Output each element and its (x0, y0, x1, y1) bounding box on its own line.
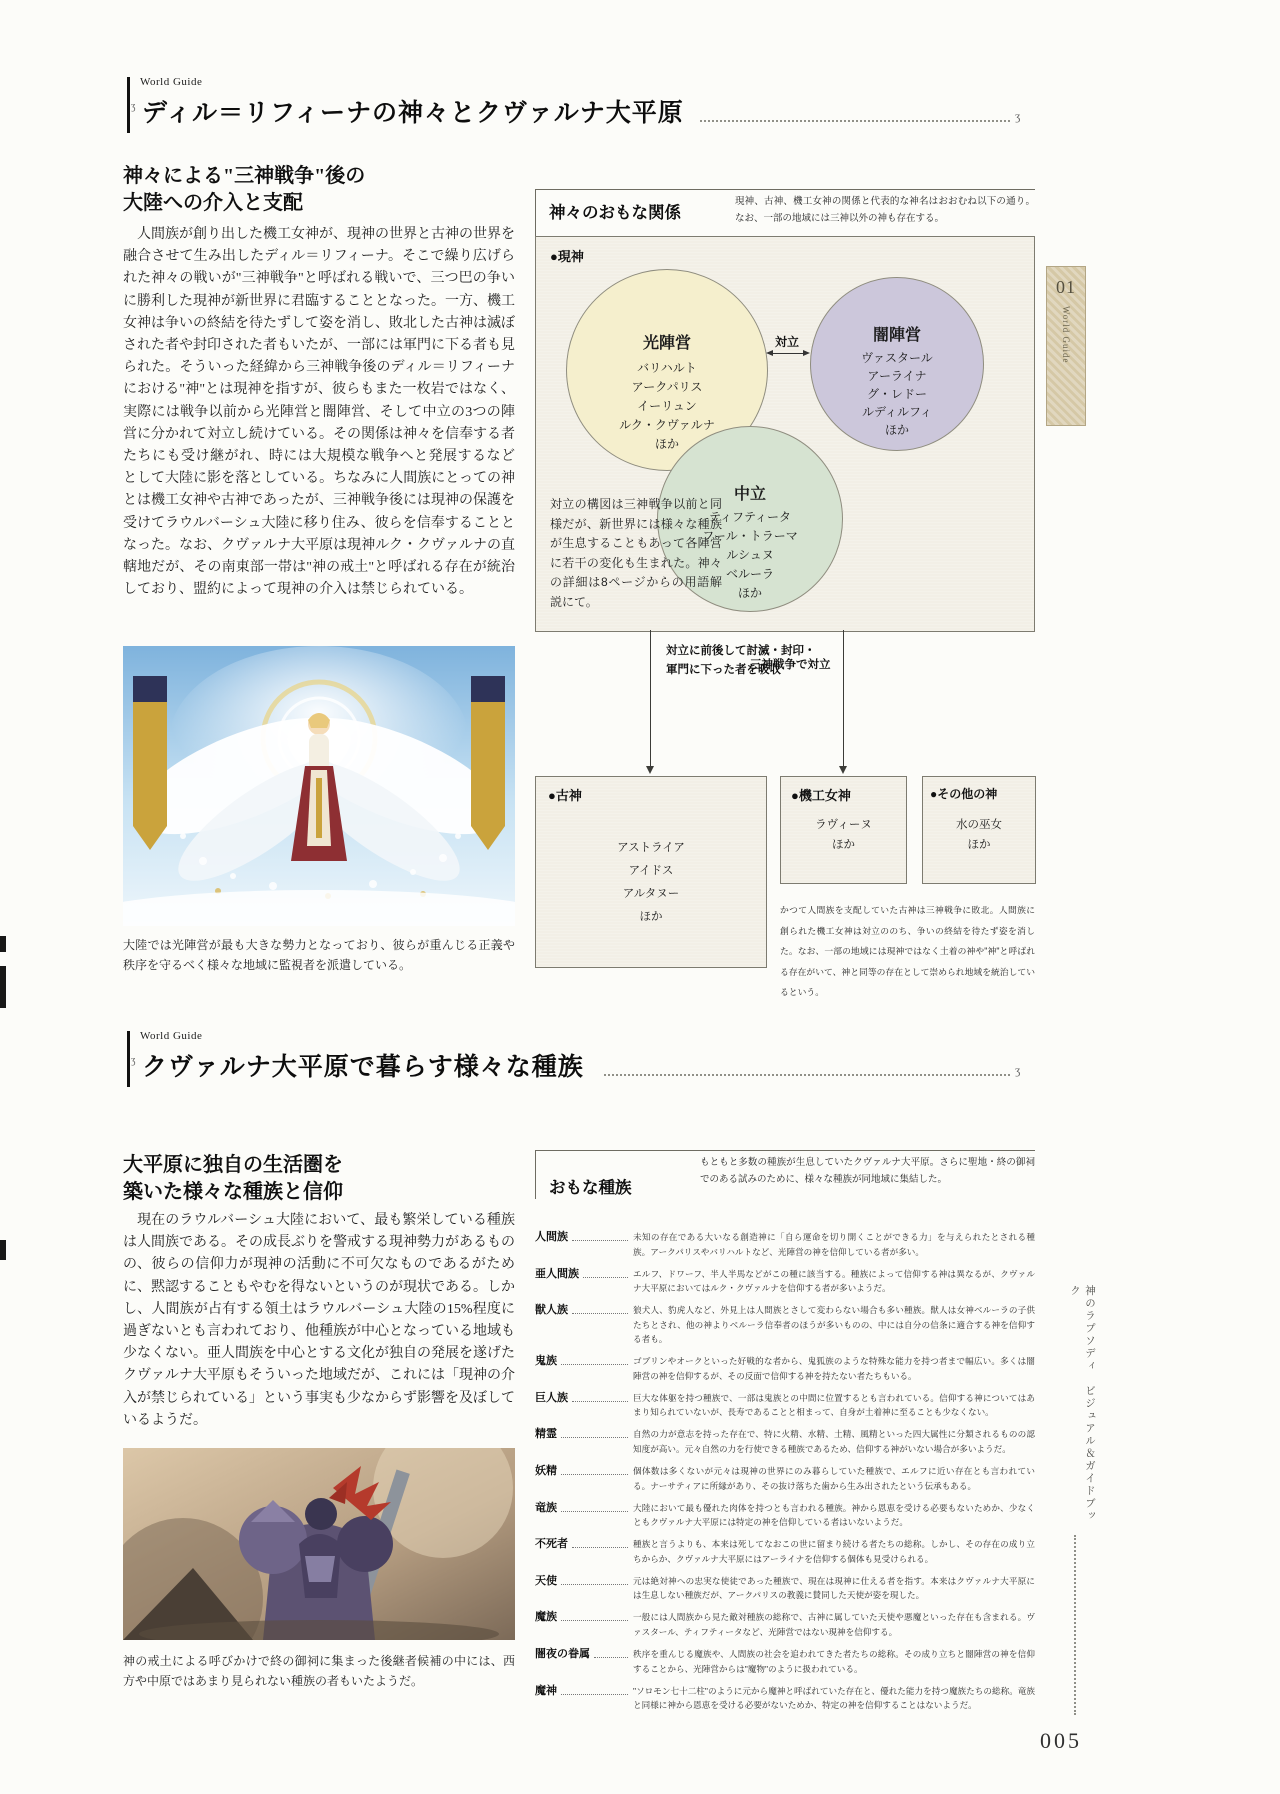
race-desc: 元は絶対神への忠実な使徒であった種族で、現在は現神に仕える者を指す。本来はクヴァルナ大平原には生息しない種族だが、アークパリスの教義に賛同した天使が姿を現した。 (633, 1575, 1035, 1601)
dark-member: グ・レドー (866, 387, 927, 401)
section1-illustration-caption: 大陸では光陣営が最も大きな勢力となっており、彼らが重んじる正義や秩序を守るべく様々な地域に監視者を派遣している。 (123, 938, 515, 972)
dark-faction-circle (810, 277, 984, 451)
leader-dots (572, 1391, 628, 1402)
diagram-note: 対立の構図は三神戦争以前と同様だが、新世界には様々な種族が生息することもあって各陣営に若干の変化も生まれた。神々の詳細は8ページからの用語解説にて。 (550, 497, 722, 609)
race-name: 獣人族 (535, 1304, 568, 1317)
race-name: 妖精 (535, 1465, 557, 1478)
race-row (535, 1574, 1035, 1603)
leader-dots (561, 1684, 628, 1695)
leader-dots (561, 1354, 628, 1365)
illustration-successor-art (123, 1448, 515, 1640)
other-gods-member: ほか (967, 839, 991, 851)
race-table-heading: おもな種族 (549, 1179, 632, 1197)
chapter-number: 01 (1056, 277, 1076, 297)
section2-header-bar (127, 1031, 130, 1087)
connector2-label: 三神戦争で対立 (750, 659, 831, 671)
warrior-artwork (123, 1448, 515, 1640)
section2-title-rule (604, 1073, 1010, 1076)
race-name: 天使 (535, 1574, 557, 1587)
dark-faction-name: 闇陣営 (872, 327, 921, 344)
dark-member: アーライナ (867, 369, 927, 383)
neutral-member: ベルーラ (725, 567, 774, 581)
section2-eyebrow: World Guide (140, 1030, 203, 1042)
race-desc: 巨大な体躯を持つ種族で、一部は鬼族との中間に位置するとも言われている。信仰する神についてはあまり知られていないが、長寿であることと相まって、自身が土着神に至ることも少なくない。 (633, 1392, 1035, 1418)
race-desc: 一般には人間族から見た敵対種族の総称で、古神に属していた天使や悪魔といった存在も含まれる。ヴァスタール、ティフティータなど、光陣営ではない現神を信仰する。 (633, 1612, 1035, 1637)
light-member: バリハルト (637, 361, 697, 375)
spine-dotted-rule (1074, 1535, 1077, 1715)
section2-subheading-line1: 大平原に独自の生活圏を (123, 1154, 343, 1176)
section1-right-ornament: ʒ (1015, 109, 1021, 123)
race-row (535, 1267, 1035, 1296)
old-gods-member: ほか (639, 911, 663, 923)
race-desc: 未知の存在である大いなる創造神に「自ら運命を切り開くことができる力」を与えられたとされる種族。アークパリスやバリハルトなど、光陣営の神を信仰している者が多い。 (633, 1232, 1035, 1257)
dark-member: ルディルフィ (861, 405, 933, 419)
leader-dots (561, 1574, 628, 1585)
versus-label: 対立 (774, 335, 799, 349)
print-edge-mark (0, 966, 6, 1008)
neutral-faction-name: 中立 (733, 486, 766, 503)
section1-subheading-line1: 神々による"三神戦争"後の (123, 165, 366, 187)
section2-subheading-line2: 築いた様々な種族と信仰 (123, 1181, 343, 1203)
old-gods-box (535, 776, 767, 968)
section1-subheading (123, 163, 515, 217)
other-gods-box (922, 776, 1036, 884)
section2-illustration-caption: 神の戒土による呼びかけで終の御祠に集まった後継者候補の中には、西方や中原ではあまり見られない種族の者もいたようだ。 (123, 1654, 515, 1688)
race-name: 亜人間族 (535, 1267, 579, 1280)
race-desc: 自然の力が意志を持った存在で、特に火精、水精、土精、風精といった四大属性に分類されるものの認知度が高い。元々自然の力を行使できる種族であるため、信仰する神がいない場合が多いようだ。 (633, 1429, 1035, 1454)
chapter-side-tab (1046, 266, 1086, 426)
neutral-member: ルシュヌ (726, 548, 774, 562)
old-gods-member: アルタヌー (622, 888, 680, 900)
leader-dots (572, 1303, 628, 1314)
connector1-label-line2: 軍門に下った者を吸収 (666, 664, 781, 676)
race-row (535, 1391, 1035, 1420)
race-desc: エルフ、ドワーフ、半人半馬などがこの種に該当する。種族によって信仰する神は異なるが、クヴァルナ大平原においてはルク・クヴァルナを信仰する者が多いようだ。 (633, 1268, 1035, 1294)
diagram-heading: 神々のおもな関係 (549, 204, 681, 222)
race-desc: 狼犬人、豹虎人など、外見上は人間族とさして変わらない場合も多い種族。獣人は女神ベルーラの子供たちとされ、他の神よりベルーラ信奉者のほうが多いものの、中には自分の信条に適合する神を信仰する者も。 (633, 1305, 1035, 1345)
arrow-right-head (803, 350, 810, 356)
leader-dots (561, 1610, 628, 1621)
race-row (535, 1427, 1035, 1456)
neutral-member: ティフティータ (708, 510, 792, 524)
section1-left-ornament: ʒ (131, 101, 136, 112)
arrow-line (773, 353, 803, 354)
race-row (535, 1647, 1035, 1676)
old-gods-member: アイドス (628, 865, 674, 877)
section2-title: クヴァルナ大平原で暮らす様々な種族 (142, 1054, 584, 1081)
leader-dots (594, 1647, 628, 1658)
section2-left-ornament: ʒ (131, 1055, 136, 1066)
diagram-footnote: かつて人間族を支配していた古神は三神戦争に敗北。人間族に創られた機工女神は対立ののち、争いの終結を待たず姿を消した。なお、一部の地域には現神ではなく土着の神や"神"と呼ばれる存在がいて、神と同等の存在として崇められ地域を統治しているという。 (780, 905, 1035, 997)
dark-member: ほか (884, 423, 909, 437)
other-gods-label: ●その他の神 (930, 787, 998, 801)
section1-subheading-line2: 大陸への介入と支配 (123, 192, 303, 214)
section1-header-bar (127, 77, 130, 133)
light-member: ルク・クヴァルナ (619, 418, 715, 432)
connector-to-old-gods (650, 630, 651, 766)
versus-arrow (766, 349, 810, 357)
race-row (535, 1303, 1035, 1347)
race-row (535, 1610, 1035, 1639)
old-gods-member: アストライア (617, 842, 685, 854)
race-name: 人間族 (535, 1231, 568, 1243)
section2-subheading (123, 1152, 515, 1206)
race-row (535, 1684, 1035, 1713)
machine-goddess-box (780, 776, 907, 884)
race-row (535, 1230, 1035, 1259)
diagram-intro: 現神、古神、機工女神の関係と代表的な神名はおおむね以下の通り。なお、一部の地域には三神以外の神も存在する。 (735, 196, 1035, 224)
race-name: 魔族 (535, 1611, 557, 1624)
current-gods-label: ●現神 (550, 249, 584, 264)
machine-goddess-member: ラヴィーヌ (815, 819, 872, 831)
chapter-label: World Guide (1061, 306, 1071, 364)
section1-title: ディル＝リフィーナの神々とクヴァルナ大平原 (142, 100, 684, 127)
section1-eyebrow: World Guide (140, 76, 203, 88)
arrow-left-head (766, 350, 773, 356)
machine-goddess-member: ほか (832, 839, 855, 851)
race-table-intro: もともと多数の種族が生息していたクヴァルナ大平原。さらに聖地・終の御祠でのある試みのために、様々な種族が同地域に集結した。 (700, 1157, 1035, 1185)
race-desc: 大陸において最も優れた肉体を持つとも言われる種族。神から恩恵を受ける必要もないためか、少なくともクヴァルナ大平原には特定の神を信仰している者はいないようだ。 (633, 1502, 1035, 1528)
old-gods-label: ●古神 (548, 788, 582, 803)
race-name: 巨人族 (535, 1391, 568, 1404)
section1-body: 人間族が創り出した機工女神が、現神の世界と古神の世界を融合させて生み出したディル＝リフィーナ。そこで繰り広げられた神々の戦いが"三神戦争"と呼ばれる戦いで、三つ巴の争いに勝利した現神が新世界に君臨することとなった。一方、機工女神は争いの終結を待たずして姿を消し、敗北した古神は滅ぼされた者や封印された者もいたが、一部には軍門に下る者も見られた。そういった経緯から三神戦争後のディル＝リフィーナにおける"神"とは現神を指すが、彼らもまた一枚岩ではなく、実際には戦争以前から光陣営と闇陣営、そして中立の3つの陣営に分かれて対立し続けている。その関係は神々を信奉する者たちにも受け継がれ、時には大規模な戦争へと発展するなどとして大陸に影を落としている。ちなみに人間族にとっての神とは機工女神や古神であったが、三神戦争後には現神の保護を受けてラウルバーシュ大陸に移り住み、彼らを信奉することとなった。なお、クヴァルナ大平原は現神ルク・クヴァルナの直轄地だが、その南東部一帯は"神の戒土"と呼ばれる存在が統治しており、盟約によって現神の介入は禁じられている。 (123, 227, 515, 598)
race-name: 魔神 (535, 1684, 557, 1697)
connector1-label-line1: 対立に前後して討滅・封印・ (666, 645, 816, 657)
machine-goddess-label: ●機工女神 (791, 788, 851, 803)
book-spine-title: 神のラプソディ ビジュアル＆ガイドブック (1069, 1285, 1096, 1523)
race-row (535, 1354, 1035, 1383)
race-row (535, 1537, 1035, 1566)
section2-right-ornament: ʒ (1015, 1063, 1021, 1077)
race-desc: 種族と言うよりも、本来は死してなおこの世に留まり続ける者たちの総称。しかし、その存在の成り立ちからか、クヴァルナ大平原にはアーライナを信仰する個体も見受けられる。 (633, 1539, 1035, 1564)
leader-dots (561, 1501, 628, 1512)
race-desc: 秩序を重んじる魔族や、人間族の社会を追われてきた者たちの総称。その成り立ちと闇陣営の神を信仰することから、光陣営からは"魔物"のように扱われている。 (633, 1649, 1035, 1674)
connector-to-machine-goddess (843, 630, 844, 766)
print-edge-mark (0, 1240, 6, 1260)
light-member: アークパリス (631, 380, 703, 394)
connector-old-gods-arrowhead (646, 766, 654, 774)
leader-dots (572, 1230, 628, 1241)
page-number: 005 (1040, 1728, 1082, 1753)
race-table (535, 1230, 1035, 1720)
race-name: 精霊 (535, 1428, 557, 1441)
race-desc: "ソロモン七十二柱"のように元から魔神と呼ばれていた存在と、優れた能力を持つ魔族たちの総称。竜族と同様に神から恩恵を受ける必要がないためか、特定の神を信仰することはないようだ。 (633, 1685, 1035, 1711)
angel-artwork (123, 646, 515, 926)
illustration-light-faction-art (123, 646, 515, 926)
race-name: 不死者 (535, 1538, 568, 1551)
race-row (535, 1464, 1035, 1493)
dark-member: ヴァスタール (861, 351, 933, 365)
print-edge-mark (0, 936, 6, 952)
leader-dots (561, 1427, 628, 1438)
race-row (535, 1501, 1035, 1530)
neutral-member: ほか (737, 586, 762, 600)
other-gods-member: 水の巫女 (956, 819, 1002, 831)
race-desc: ゴブリンやオークといった好戦的な者から、鬼狐族のような特殊な能力を持つ者まで幅広い。多くは闇陣営の神を信仰するが、その反面で信仰する神を持たない者たちもいる。 (633, 1356, 1035, 1381)
diagram-current-gods-box (535, 236, 1035, 632)
leader-dots (583, 1267, 628, 1278)
race-name: 闇夜の眷属 (535, 1648, 590, 1661)
leader-dots (572, 1537, 628, 1548)
section1-title-rule (700, 119, 1010, 122)
race-desc: 個体数は多くないが元々は現神の世界にのみ暮らしていた種族で、エルフに近い存在とも言われている。ナーサティアに所縁があり、その抜け落ちた歯から生み出されたという伝承もある。 (633, 1466, 1035, 1491)
leader-dots (561, 1464, 628, 1475)
light-member: ほか (654, 437, 679, 451)
light-member: イーリュン (637, 399, 697, 413)
light-faction-name: 光陣営 (642, 335, 691, 352)
neutral-member: フール・トラーマ (702, 529, 798, 543)
race-name: 鬼族 (535, 1355, 557, 1368)
race-name: 竜族 (535, 1501, 557, 1514)
connector-machine-goddess-arrowhead (839, 766, 847, 774)
section2-body: 現在のラウルバーシュ大陸において、最も繁栄している種族は人間族である。その成長ぶりを警戒する現神勢力があるものの、彼らの信仰力が現神の活動に不可欠なものであるがために、黙認することもやむを得ないというのが現状である。しかし、人間族が占有する領土はラウルバーシュ大陸の15%程度に過ぎないとも言われており、他種族が中心となっている地域も少なくない。亜人間族を中心とする文化が独自の発展を遂げたクヴァルナ大平原もそういった地域だが、これには「現神の介入が禁じられている」という事実も少なからず影響を及ぼしているようだ。 (123, 1213, 515, 1428)
